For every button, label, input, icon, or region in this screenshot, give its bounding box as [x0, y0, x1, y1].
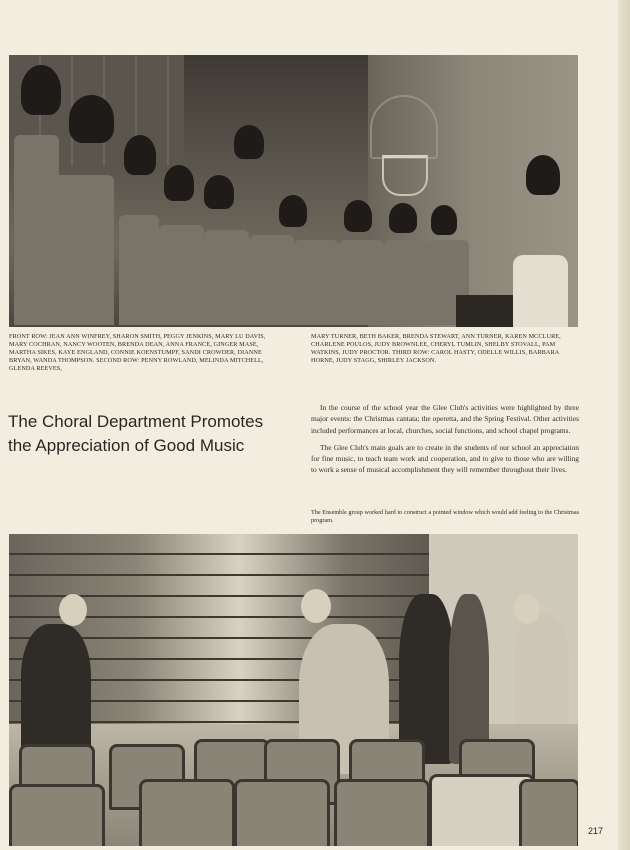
caption-top-right: MARY TURNER, BETH BAKER, BRENDA STEWART, ANN TURNER, KAREN MCCLURE, CHARLENE POULOS, JUDY BROWNLEE, CHERYL TUMLIN, SHELBY STOVALL, PAM WATKINS, JUDY PROCTOR. THIRD ROW: CAROL HASTY, ODELLE WILLIS, BARBARA HORNE, JUDY STAGG, SHIRLEY JACKSON.: [311, 333, 561, 364]
singer-hair: [344, 200, 372, 232]
singer-robe: [294, 240, 339, 325]
student-face: [514, 594, 540, 624]
singer-hair: [124, 135, 156, 175]
folding-chair: [9, 784, 105, 846]
singer-hair: [21, 65, 61, 115]
ensemble-photo: [9, 534, 578, 846]
singer-robe: [14, 135, 59, 325]
body-paragraph-2: The Glee Club's main goals are to create in the students of our school an appreciation for fine music, to teach team work and cooperation, and to give to those who are willing to work a sense of musical accomplishment they will remember throughout their lives.: [311, 442, 579, 475]
singer-robe: [119, 215, 159, 325]
singer-hair: [234, 125, 264, 159]
singer-robe: [384, 240, 429, 325]
conductor-dress: [513, 255, 568, 327]
headline-line-1: The Choral Department Promotes: [8, 412, 264, 431]
body-paragraph-1: In the course of the school year the Glee Club's activities were highlighted by three major events: the Christmas cantata; the operetta, and the Spring Festival. Other activities included performances at local, churches, social functions, and school chapel programs.: [311, 403, 579, 435]
singer-hair: [69, 95, 114, 143]
singer-robe: [339, 240, 384, 325]
student-face: [301, 589, 331, 623]
folding-chair: [519, 779, 578, 846]
student-figure: [21, 624, 91, 754]
singer-hair: [164, 165, 194, 201]
backboard: [370, 95, 438, 159]
singer-robe: [249, 235, 294, 325]
singer-hair: [204, 175, 234, 209]
student-figure: [514, 614, 569, 724]
page-edge: [618, 0, 630, 850]
podium: [456, 295, 516, 327]
singer-hair: [431, 205, 457, 235]
choir-photo: [9, 55, 578, 327]
singer-robe: [159, 225, 204, 325]
headline-line-2: the Appreciation of Good Music: [8, 436, 245, 455]
folding-chair: [139, 779, 235, 846]
singer-robe: [54, 175, 114, 325]
caption-bottom: The Ensemble group worked hard to construct a pointed window which would add feeling to the Christmas program.: [311, 509, 579, 524]
caption-top-left: FRONT ROW: JEAN ANN WINFREY, SHARON SMITH, PEGGY JENKINS, MARY LU DAVIS, MARY COCHRAN, NANCY WOOTEN, BRENDA DEAN, ANNA FRANCE, GINGER MASE, MARTHA SIKES, KAYE ENGLAND, CONNIE KOENSTUMPF, SANDI CROWDER, DIANNE BRYAN, WANDA THOMPSON. SECOND ROW: PENNY ROWLAND, MELINDA MITCHELL, GLENDA REEVES,: [9, 333, 266, 372]
basketball-hoop: [382, 155, 428, 196]
singer-hair: [279, 195, 307, 227]
body-text: [311, 402, 579, 482]
singer-robe: [204, 230, 249, 325]
singer-hair: [389, 203, 417, 233]
folding-chair: [234, 779, 330, 846]
student-face: [59, 594, 87, 626]
folding-chair: [334, 779, 430, 846]
headline: [8, 410, 298, 458]
page-number: 217: [588, 826, 604, 836]
conductor-hair: [526, 155, 560, 195]
